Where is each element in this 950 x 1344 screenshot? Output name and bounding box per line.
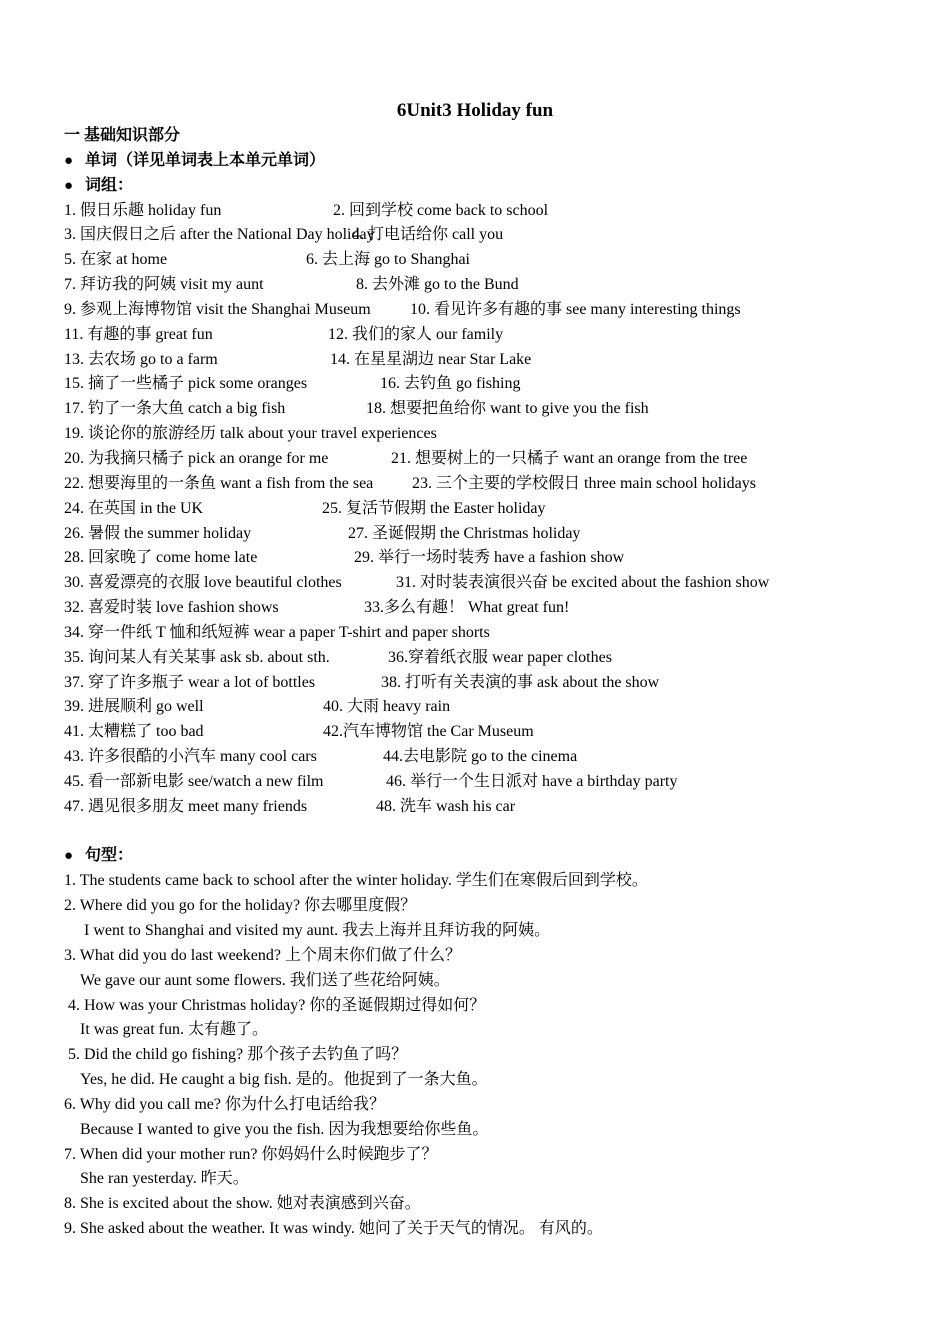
bullet-icon: ● (64, 152, 74, 169)
sentence-line: 8. She is excited about the show. 她对表演感到兴奋。 (64, 1195, 421, 1213)
phrase-item: 33.多么有趣！ What great fun! (364, 599, 570, 617)
sentences-heading (64, 844, 904, 869)
spacer (64, 820, 904, 845)
phrase-item: 22. 想要海里的一条鱼 want a fish from the sea (64, 474, 374, 492)
phrase-row (64, 472, 904, 497)
phrase-item: 43. 许多很酷的小汽车 many cool cars (64, 748, 317, 766)
phrase-row (64, 298, 904, 323)
phrase-item: 28. 回家晚了 come home late (64, 549, 258, 567)
phrase-item: 6. 去上海 go to Shanghai (306, 251, 470, 269)
sentence-line: 9. She asked about the weather. It was windy. 她问了关于天气的情况。 有风的。 (64, 1220, 603, 1238)
phrase-item: 44.去电影院 go to the cinema (383, 748, 578, 766)
phrase-item: 31. 对时装表演很兴奋 be excited about the fashion show (396, 574, 770, 592)
sentence-answer-line: Yes, he did. He caught a big fish. 是的。他捉到了一条大鱼。 (80, 1071, 488, 1089)
phrase-row (64, 671, 904, 696)
phrase-item: 9. 参观上海博物馆 visit the Shanghai Museum (64, 300, 371, 318)
phrase-item: 36.穿着纸衣服 wear paper clothes (388, 648, 612, 666)
sentence-answer-line: I went to Shanghai and visited my aunt. 我去上海并且拜访我的阿姨。 (84, 922, 551, 939)
phrase-item: 46. 举行一个生日派对 have a birthday party (386, 772, 678, 790)
document-title: 6Unit3 Holiday fun (396, 100, 554, 121)
phrase-item: 26. 暑假 the summer holiday (64, 524, 252, 542)
phrase-item: 1. 假日乐趣 holiday fun (64, 201, 222, 219)
phrase-item: 23. 三个主要的学校假日 three main school holidays (412, 474, 756, 492)
phrase-item: 45. 看一部新电影 see/watch a new film (64, 772, 324, 790)
phrase-item: 38. 打听有关表演的事 ask about the show (381, 673, 660, 691)
phrase-item: 13. 去农场 go to a farm (64, 350, 218, 368)
phrase-row (64, 447, 904, 472)
phrase-item: 32. 喜爱时装 love fashion shows (64, 599, 279, 617)
sentence-line: 1. The students came back to school after the winter holiday. 学生们在寒假后回到学校。 (64, 872, 648, 890)
phrase-row (64, 248, 904, 273)
phrase-row (64, 422, 904, 447)
phrase-item: 7. 拜访我的阿姨 visit my aunt (64, 276, 264, 294)
phrase-row (64, 199, 904, 224)
sentence-line: 5. Did the child go fishing? 那个孩子去钓鱼了吗？ (68, 1046, 408, 1064)
phrase-row (64, 745, 904, 770)
phrase-item: 12. 我们的家人 our family (328, 325, 504, 343)
phrase-item: 24. 在英国 in the UK (64, 499, 204, 517)
phrase-row (64, 695, 904, 720)
phrase-list (64, 199, 904, 820)
sentence-line: 6. Why did you call me? 你为什么打电话给我？ (64, 1095, 386, 1113)
phrase-item: 18. 想要把鱼给你 want to give you the fish (366, 400, 649, 418)
phrase-item: 5. 在家 at home (64, 251, 168, 269)
phrase-row (64, 497, 904, 522)
phrase-item: 41. 太糟糕了 too bad (64, 723, 204, 741)
phrase-item: 3. 国庆假日之后 after the National Day holiday (64, 226, 375, 244)
phrase-row (64, 795, 904, 820)
phrase-row (64, 720, 904, 745)
phrase-item: 8. 去外滩 go to the Bund (356, 276, 519, 294)
sentence-line: 7. When did your mother run? 你妈妈什么时候跑步了？ (64, 1145, 438, 1163)
phrase-row (64, 770, 904, 795)
phrase-item: 2. 回到学校 come back to school (333, 201, 549, 219)
phrase-item: 16. 去钓鱼 go fishing (380, 375, 521, 393)
phrase-item: 11. 有趣的事 great fun (64, 325, 213, 343)
sentence-answer-line: She ran yesterday. 昨天。 (80, 1170, 249, 1188)
bullet-icon: ● (64, 177, 74, 194)
phrase-row (64, 522, 904, 547)
phrase-row (64, 323, 904, 348)
phrase-row (64, 273, 904, 298)
sentence-line: 2. Where did you go for the holiday? 你去哪里度假？ (64, 897, 417, 915)
phrase-item: 48. 洗车 wash his car (376, 797, 516, 815)
phrase-row (64, 546, 904, 571)
phrase-item: 37. 穿了许多瓶子 wear a lot of bottles (64, 673, 316, 691)
phrases-heading (64, 174, 904, 199)
phrase-row (64, 571, 904, 596)
words-heading-text: 单词（详见单词表上本单元单词） (85, 151, 326, 169)
phrase-row (64, 596, 904, 621)
sentences-heading-text: 句型： (85, 847, 134, 865)
phrase-item: 42.汽车博物馆 the Car Museum (323, 723, 534, 741)
phrase-item: 30. 喜爱漂亮的衣服 love beautiful clothes (64, 574, 342, 592)
sentence-answer-line: We gave our aunt some flowers. 我们送了些花给阿姨。 (80, 971, 450, 989)
sentence-line: 3. What did you do last weekend? 上个周末你们做了什么？ (64, 946, 461, 964)
phrase-row (64, 223, 904, 248)
phrase-item: 34. 穿一件纸 T 恤和纸短裤 wear a paper T-shirt and paper shorts (64, 623, 490, 641)
phrase-item: 35. 询问某人有关某事 ask sb. about sth. (64, 648, 330, 666)
sentence-answer-line: Because I wanted to give you the fish. 因为我想要给你些鱼。 (80, 1120, 489, 1138)
document-body (64, 124, 904, 1242)
phrase-item: 29. 举行一场时装秀 have a fashion show (354, 549, 625, 567)
sentence-answer-line: It was great fun. 太有趣了。 (80, 1021, 268, 1039)
bullet-icon: ● (64, 848, 74, 865)
phrase-item: 4. 打电话给你 call you (352, 226, 504, 244)
phrase-item: 47. 遇见很多朋友 meet many friends (64, 797, 308, 815)
phrase-item: 21. 想要树上的一只橘子 want an orange from the tree (391, 449, 748, 467)
phrase-row (64, 348, 904, 373)
phrase-item: 17. 钓了一条大鱼 catch a big fish (64, 400, 286, 418)
phrase-item: 27. 圣诞假期 the Christmas holiday (348, 524, 581, 542)
phrase-row (64, 621, 904, 646)
phrase-row (64, 372, 904, 397)
phrases-heading-text: 词组： (85, 176, 134, 194)
phrase-item: 25. 复活节假期 the Easter holiday (322, 499, 546, 517)
sentence-line: 4. How was your Christmas holiday? 你的圣诞假期过得如何？ (68, 996, 486, 1014)
phrase-item: 20. 为我摘只橘子 pick an orange for me (64, 449, 329, 467)
phrase-item: 14. 在星星湖边 near Star Lake (330, 350, 532, 368)
phrase-item: 19. 谈论你的旅游经历 talk about your travel experiences (64, 425, 437, 443)
words-heading (64, 149, 904, 174)
phrase-item: 10. 看见许多有趣的事 see many interesting things (410, 300, 741, 318)
phrase-item: 40. 大雨 heavy rain (323, 698, 451, 716)
phrase-row (64, 397, 904, 422)
phrase-row (64, 646, 904, 671)
section-heading: 一 基础知识部分 (64, 127, 181, 144)
phrase-item: 15. 摘了一些橘子 pick some oranges (64, 375, 308, 393)
phrase-item: 39. 进展顺利 go well (64, 698, 204, 716)
